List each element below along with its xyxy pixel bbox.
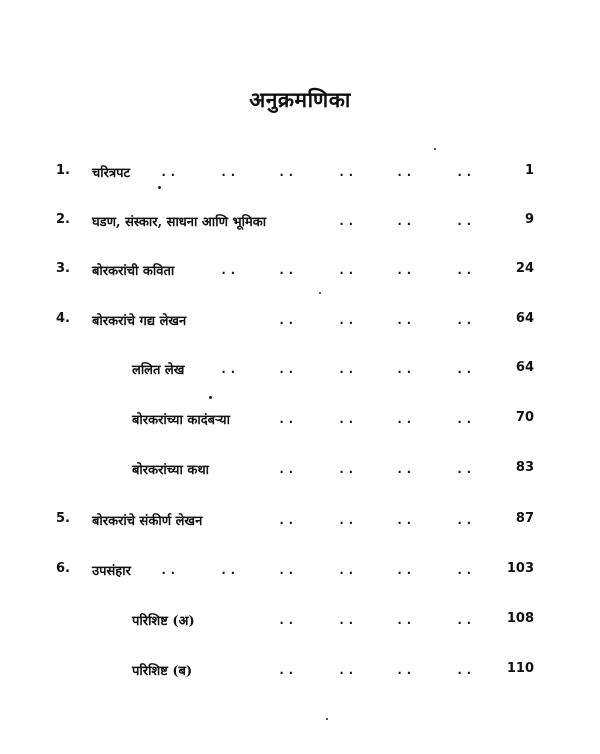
- leader-dots: ..: [160, 563, 179, 577]
- leader-dots: ..: [278, 362, 297, 376]
- entry-number: 1.: [56, 163, 70, 178]
- entry-label: बोरकरांच्या कादंबऱ्या: [132, 413, 230, 428]
- leader-dots: ..: [220, 165, 239, 179]
- leader-dots: ..: [456, 462, 475, 476]
- leader-dots: ..: [396, 313, 415, 327]
- entry-page-number: 108: [506, 611, 534, 626]
- entry-number: 4.: [56, 311, 70, 326]
- leader-dots: ..: [338, 563, 357, 577]
- leader-dots: ..: [396, 165, 415, 179]
- leader-dots: ..: [338, 513, 357, 527]
- scan-speck: [326, 718, 328, 720]
- leader-dots: ..: [338, 362, 357, 376]
- entry-label: बोरकरांच्या कथा: [132, 463, 210, 478]
- toc-entry: [0, 261, 600, 285]
- leader-dots: ..: [338, 412, 357, 426]
- leader-dots: ..: [338, 613, 357, 627]
- entry-number: 5.: [56, 511, 70, 526]
- entry-page-number: 103: [506, 561, 534, 576]
- leader-dots: ..: [338, 462, 357, 476]
- toc-entry: [0, 212, 600, 236]
- toc-entry: [0, 163, 600, 187]
- leader-dots: ..: [220, 563, 239, 577]
- leader-dots: ..: [338, 263, 357, 277]
- scan-speck: [158, 186, 161, 189]
- entry-label: बोरकरांची कविता: [92, 264, 175, 279]
- leader-dots: ..: [278, 313, 297, 327]
- leader-dots: ..: [160, 165, 179, 179]
- entry-label: परिशिष्ट (अ): [132, 614, 195, 629]
- leader-dots: ..: [220, 263, 239, 277]
- leader-dots: ..: [396, 513, 415, 527]
- leader-dots: ..: [338, 663, 357, 677]
- leader-dots: ..: [456, 313, 475, 327]
- page-title: अनुक्रमणिका: [249, 87, 351, 112]
- leader-dots: ..: [456, 362, 475, 376]
- leader-dots: ..: [278, 613, 297, 627]
- entry-page-number: 87: [515, 511, 534, 526]
- leader-dots: ..: [396, 563, 415, 577]
- entry-page-number: 70: [515, 410, 534, 425]
- leader-dots: ..: [278, 263, 297, 277]
- toc-entry: [0, 561, 600, 585]
- scan-speck: [209, 396, 212, 399]
- leader-dots: ..: [396, 663, 415, 677]
- entry-label: बोरकरांचे गद्य लेखन: [92, 314, 187, 329]
- leader-dots: ..: [456, 563, 475, 577]
- entry-label: चरित्रपट: [92, 166, 131, 181]
- leader-dots: ..: [278, 412, 297, 426]
- leader-dots: ..: [220, 362, 239, 376]
- toc-entry: [0, 360, 600, 384]
- toc-entry: [0, 511, 600, 535]
- entry-page-number: 1: [524, 163, 534, 178]
- leader-dots: ..: [456, 412, 475, 426]
- leader-dots: ..: [396, 613, 415, 627]
- toc-entry: [0, 311, 600, 335]
- leader-dots: ..: [456, 513, 475, 527]
- leader-dots: ..: [396, 462, 415, 476]
- leader-dots: ..: [456, 165, 475, 179]
- leader-dots: ..: [278, 563, 297, 577]
- entry-page-number: 24: [515, 261, 534, 276]
- entry-page-number: 83: [515, 460, 534, 475]
- leader-dots: ..: [456, 613, 475, 627]
- entry-number: 2.: [56, 212, 70, 227]
- leader-dots: ..: [338, 313, 357, 327]
- toc-entry: [0, 410, 600, 434]
- leader-dots: ..: [456, 214, 475, 228]
- leader-dots: ..: [396, 263, 415, 277]
- leader-dots: ..: [396, 362, 415, 376]
- leader-dots: ..: [338, 165, 357, 179]
- entry-label: उपसंहार: [92, 564, 131, 579]
- toc-entry: [0, 611, 600, 635]
- leader-dots: ..: [278, 165, 297, 179]
- leader-dots: ..: [396, 214, 415, 228]
- leader-dots: ..: [396, 412, 415, 426]
- leader-dots: ..: [278, 513, 297, 527]
- entry-page-number: 64: [515, 360, 534, 375]
- leader-dots: ..: [456, 663, 475, 677]
- scan-speck: [319, 292, 321, 294]
- scan-speck: [434, 148, 436, 150]
- entry-number: 6.: [56, 561, 70, 576]
- leader-dots: ..: [456, 263, 475, 277]
- entry-page-number: 9: [524, 212, 534, 227]
- toc-entry: [0, 661, 600, 685]
- leader-dots: ..: [278, 663, 297, 677]
- entry-page-number: 64: [515, 311, 534, 326]
- entry-page-number: 110: [506, 661, 534, 676]
- entry-label: बोरकरांचे संकीर्ण लेखन: [92, 514, 203, 529]
- entry-number: 3.: [56, 261, 70, 276]
- entry-label: घडण, संस्कार, साधना आणि भूमिका: [92, 215, 267, 230]
- leader-dots: ..: [338, 214, 357, 228]
- toc-entry: [0, 460, 600, 484]
- entry-label: परिशिष्ट (ब): [132, 664, 193, 679]
- entry-label: ललित लेख: [132, 363, 185, 378]
- leader-dots: ..: [278, 462, 297, 476]
